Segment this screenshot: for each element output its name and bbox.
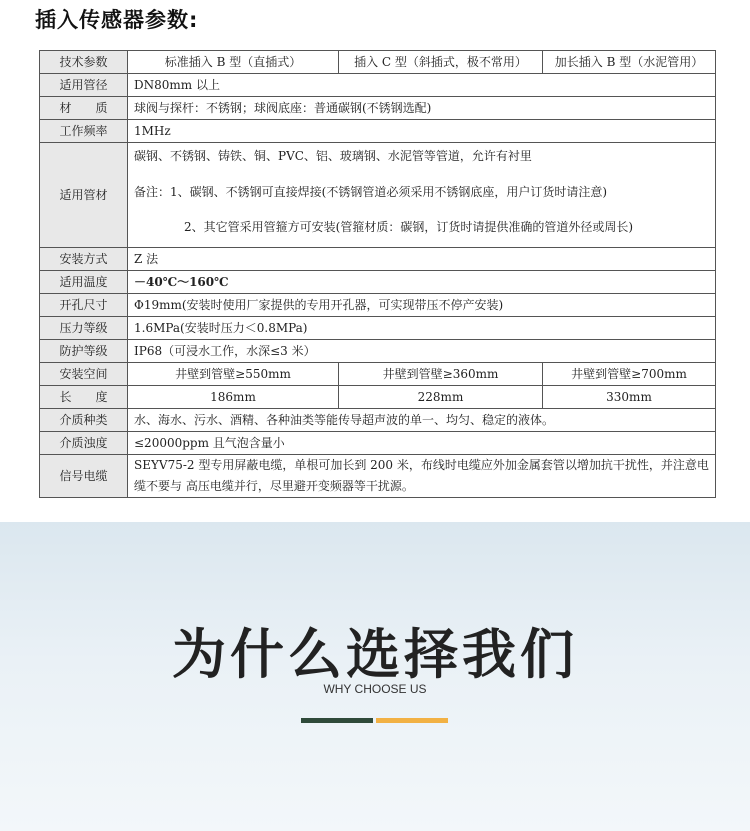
table-cell-value: 1.6MPa(安装时压力＜0.8MPa) xyxy=(128,317,716,340)
table-row xyxy=(40,294,716,317)
table-row xyxy=(40,248,716,271)
table-cell-label: 材 质 xyxy=(40,97,128,120)
table-cell-value: SEYV75-2 型专用屏蔽电缆，单根可加长到 200 米，布线时电缆应外加金属套管以增加抗干扰性，并注意电缆不要与 高压电缆并行，尽里避开变频器等干扰源。 xyxy=(128,455,716,498)
table-row xyxy=(40,97,716,120)
table-row xyxy=(40,271,716,294)
table-cell-label: 长 度 xyxy=(40,386,128,409)
table-row xyxy=(40,432,716,455)
table-cell-value: ≤20000ppm 且气泡含量小 xyxy=(128,432,716,455)
table-row xyxy=(40,143,716,248)
table-cell-label: 防护等级 xyxy=(40,340,128,363)
why-title: 为什么选择我们 xyxy=(172,623,578,686)
table-cell-value: 1MHz xyxy=(128,120,716,143)
section-title: 插入传感器参数: xyxy=(35,8,199,32)
table-cell-value: Φ19mm(安装时使用厂家提供的专用开孔器，可实现带压不停产安装) xyxy=(128,294,716,317)
table-cell-label: 信号电缆 xyxy=(40,455,128,498)
table-row xyxy=(40,455,716,498)
length-col3: 330mm xyxy=(543,386,716,409)
header-col2: 插入 C 型（斜插式，极不常用） xyxy=(339,51,543,74)
why-subtitle: WHY CHOOSE US xyxy=(323,682,427,696)
table-cell-label: 开孔尺寸 xyxy=(40,294,128,317)
table-row xyxy=(40,363,716,386)
table-cell-value: 球阀与探杆：不锈钢；球阀底座：普通碳钢(不锈钢选配) xyxy=(128,97,716,120)
table-cell-value: DN80mm 以上 xyxy=(128,74,716,97)
pipe-material-note1: 备注：1、碳钢、不锈钢可直接焊接(不锈钢管道必须采用不锈钢底座，用户订货时请注意) xyxy=(134,185,608,199)
table-cell-value: －40℃～160℃ xyxy=(128,271,716,294)
table-cell-label: 适用管材 xyxy=(40,143,128,248)
table-row xyxy=(40,317,716,340)
pipe-material-line1: 碳钢、不锈钢、铸铁、铜、PVC、铝、玻璃钢、水泥管等管道，允许有衬里 xyxy=(134,149,532,163)
table-cell-label: 技术参数 xyxy=(40,51,128,74)
table-row xyxy=(40,386,716,409)
table-cell-label: 安装方式 xyxy=(40,248,128,271)
table-cell-value: Z 法 xyxy=(128,248,716,271)
length-col2: 228mm xyxy=(339,386,543,409)
install-space-col1: 井壁到管壁≥550mm xyxy=(128,363,339,386)
params-table xyxy=(39,50,716,498)
header-col1: 标准插入 B 型（直插式） xyxy=(128,51,339,74)
table-cell-value: IP68（可浸水工作，水深≤3 米） xyxy=(128,340,716,363)
table-cell-label: 工作频率 xyxy=(40,120,128,143)
table-cell-label: 安装空间 xyxy=(40,363,128,386)
table-cell-label: 压力等级 xyxy=(40,317,128,340)
accent-bar-green xyxy=(301,718,373,723)
install-space-col3: 井壁到管壁≥700mm xyxy=(543,363,716,386)
table-cell-value xyxy=(128,143,716,248)
pipe-material-note2: 2、其它管采用管箍方可安装(管箍材质：碳钢，订货时请提供准确的管道外径或周长) xyxy=(184,220,634,234)
table-cell-value: 水、海水、污水、酒精、各种油类等能传导超声波的单一、均匀、稳定的液体。 xyxy=(128,409,716,432)
why-choose-us-section xyxy=(0,522,750,831)
install-space-col2: 井壁到管壁≥360mm xyxy=(339,363,543,386)
table-row xyxy=(40,74,716,97)
table-row xyxy=(40,120,716,143)
table-row xyxy=(40,340,716,363)
table-row xyxy=(40,409,716,432)
table-row xyxy=(40,51,716,74)
table-cell-label: 介质种类 xyxy=(40,409,128,432)
length-col1: 186mm xyxy=(128,386,339,409)
header-col3: 加长插入 B 型（水泥管用） xyxy=(543,51,716,74)
table-cell-label: 适用温度 xyxy=(40,271,128,294)
accent-bar-orange xyxy=(376,718,448,723)
table-cell-label: 介质浊度 xyxy=(40,432,128,455)
table-cell-label: 适用管径 xyxy=(40,74,128,97)
